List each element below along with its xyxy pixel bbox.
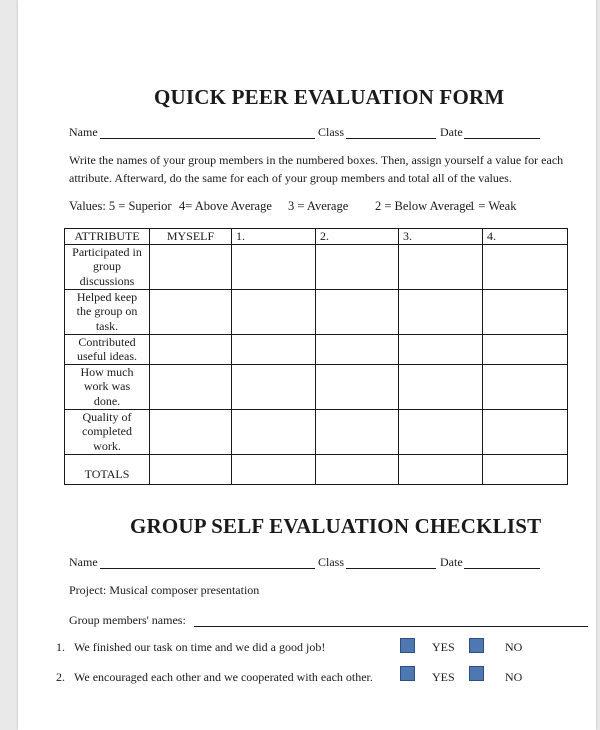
instructions-line-2: attribute. Afterward, do the same for each of your group members and total all of the values. [69, 171, 512, 185]
peer-form-title: QUICK PEER EVALUATION FORM [154, 85, 505, 109]
checklist-date-label: Date [440, 555, 463, 569]
checklist-class-label: Class [318, 555, 345, 569]
checklist-item-2-no-label: NO [505, 670, 523, 684]
value-1: 1 = Weak [469, 199, 517, 213]
score-cell[interactable] [482, 409, 567, 454]
date-field[interactable] [464, 138, 540, 139]
score-cell[interactable] [315, 409, 398, 454]
attribute-text: completed [82, 424, 132, 438]
score-cell[interactable] [315, 334, 398, 364]
attribute-text: done. [93, 393, 121, 408]
score-cell[interactable] [231, 409, 315, 454]
score-cell[interactable] [482, 334, 567, 364]
totals-label: TOTALS [65, 454, 150, 484]
checklist-item-2-yes-label: YES [432, 670, 455, 684]
attribute-text: How much [80, 364, 134, 379]
score-cell[interactable] [231, 244, 315, 289]
score-cell[interactable] [398, 244, 482, 289]
attribute-cell [65, 289, 150, 334]
checklist-item-2-no-checkbox[interactable] [469, 666, 484, 681]
class-label: Class [318, 125, 345, 139]
checklist-class-field[interactable] [346, 568, 436, 569]
table-row [65, 289, 568, 334]
attribute-cell [65, 409, 150, 454]
name-field[interactable] [100, 138, 315, 139]
group-members-field[interactable] [194, 626, 588, 627]
col-header-attribute: ATTRIBUTE [65, 229, 150, 245]
checklist-item-2-yes-checkbox[interactable] [400, 666, 415, 681]
date-label: Date [440, 125, 463, 139]
attribute-cell [65, 334, 150, 364]
col-header-member-3: 3. [398, 229, 482, 245]
checklist-item-1-text: We finished our task on time and we did a good job! [74, 640, 326, 654]
score-cell[interactable] [150, 244, 232, 289]
score-cell[interactable] [231, 334, 315, 364]
total-cell[interactable] [231, 454, 315, 484]
score-cell[interactable] [482, 289, 567, 334]
total-cell[interactable] [482, 454, 567, 484]
attribute-text: useful ideas. [77, 349, 137, 363]
totals-row [65, 454, 568, 484]
score-cell[interactable] [315, 289, 398, 334]
score-cell[interactable] [150, 364, 232, 409]
col-header-member-1: 1. [231, 229, 315, 245]
attribute-cell [65, 244, 150, 289]
attribute-text: Participated in [72, 244, 142, 259]
score-cell[interactable] [150, 289, 232, 334]
attribute-cell [65, 364, 150, 409]
document-page [18, 0, 596, 730]
attribute-text: Contributed [78, 334, 136, 349]
checklist-item-1-number: 1. [56, 640, 65, 654]
attribute-text: the group on [76, 304, 138, 318]
table-row [65, 244, 568, 289]
table-header-row [65, 229, 568, 245]
value-4: 4= Above Average [179, 199, 272, 213]
checklist-item-1-yes-label: YES [432, 640, 455, 654]
score-cell[interactable] [231, 289, 315, 334]
attribute-text: group [93, 259, 121, 273]
score-cell[interactable] [398, 364, 482, 409]
score-cell[interactable] [150, 334, 232, 364]
value-2: 2 = Below Average [375, 199, 472, 213]
value-5: Values: 5 = Superior [69, 199, 172, 213]
checklist-item-2-text: We encouraged each other and we cooperated with each other. [74, 670, 373, 684]
checklist-item-1-no-label: NO [505, 640, 523, 654]
peer-evaluation-table [64, 228, 568, 485]
group-members-label: Group members' names: [69, 613, 186, 627]
instructions-line-1: Write the names of your group members in the numbered boxes. Then, assign yourself a value for each [69, 153, 564, 167]
checklist-item-1-yes-checkbox[interactable] [400, 638, 415, 653]
score-cell[interactable] [482, 244, 567, 289]
score-cell[interactable] [398, 289, 482, 334]
score-cell[interactable] [315, 244, 398, 289]
checklist-item-1-no-checkbox[interactable] [469, 638, 484, 653]
table-row [65, 364, 568, 409]
col-header-myself: MYSELF [150, 229, 232, 245]
self-checklist-title: GROUP SELF EVALUATION CHECKLIST [130, 514, 542, 538]
attribute-text: work was [83, 379, 131, 393]
checklist-item-2-number: 2. [56, 670, 65, 684]
total-cell[interactable] [398, 454, 482, 484]
score-cell[interactable] [315, 364, 398, 409]
table-row [65, 409, 568, 454]
attribute-text: Quality of [82, 409, 132, 424]
table-row [65, 334, 568, 364]
checklist-name-field[interactable] [100, 568, 315, 569]
attribute-text: work. [93, 438, 121, 453]
attribute-text: Helped keep [76, 289, 138, 304]
checklist-date-field[interactable] [464, 568, 540, 569]
class-field[interactable] [346, 138, 436, 139]
score-cell[interactable] [231, 364, 315, 409]
score-cell[interactable] [398, 409, 482, 454]
name-label: Name [69, 125, 98, 139]
attribute-text: task. [95, 318, 119, 333]
col-header-member-2: 2. [315, 229, 398, 245]
checklist-name-label: Name [69, 555, 98, 569]
score-cell[interactable] [150, 409, 232, 454]
score-cell[interactable] [398, 334, 482, 364]
attribute-text: discussions [79, 273, 135, 288]
value-3: 3 = Average [288, 199, 349, 213]
total-cell[interactable] [150, 454, 232, 484]
project-line: Project: Musical composer presentation [69, 583, 260, 597]
score-cell[interactable] [482, 364, 567, 409]
total-cell[interactable] [315, 454, 398, 484]
col-header-member-4: 4. [482, 229, 567, 245]
